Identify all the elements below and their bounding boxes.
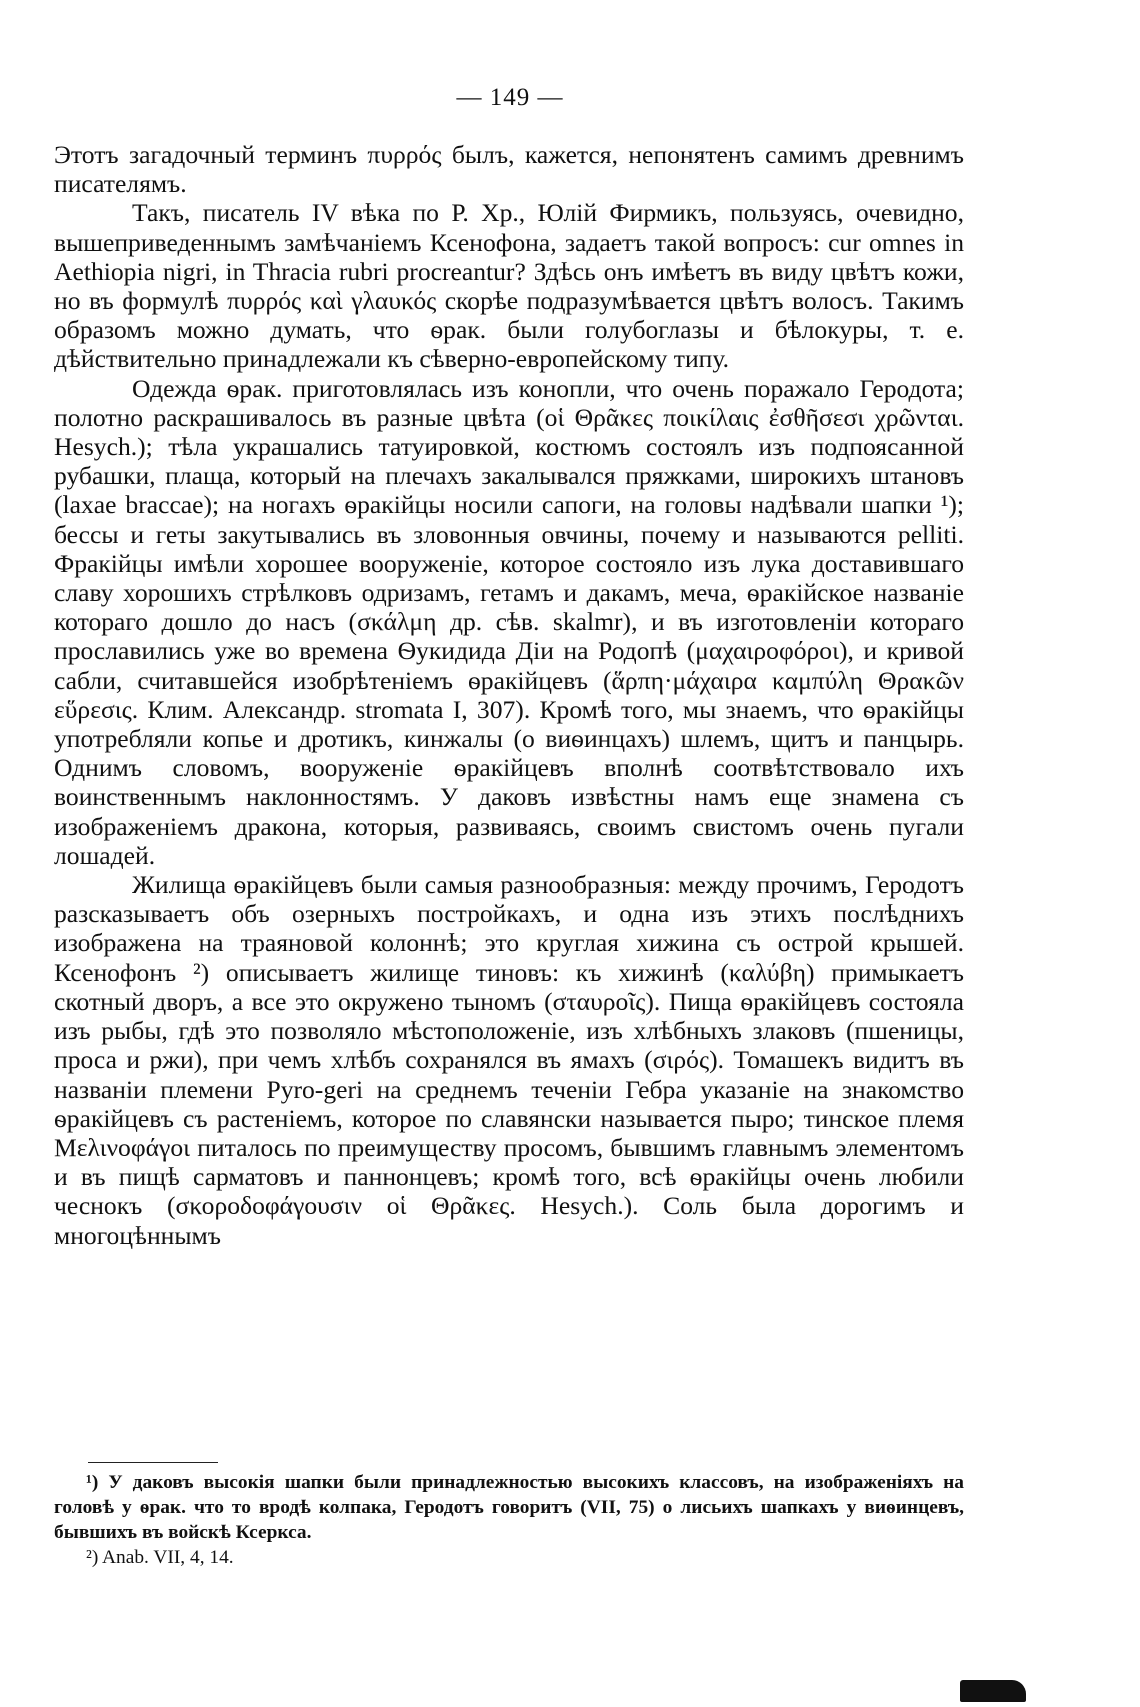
paragraph-3: Одежда ѳрак. приготовлялась изъ конопли, что очень поражало Геродота; полотно раскрашивалось въ разные цвѣта (οἱ Θρᾶκες ποικίλαις ἐσθῆσεσι χρῶνται. Hesych.); тѣла украшались татуировкой, костюмъ состоялъ изъ подпоясанной рубашки, плаща, который на плечахъ закалывался пряжками, широкихъ штановъ (laxae braccae); на ногахъ ѳракійцы носили сапоги, на головы надѣвали шапки ¹); бессы и геты закутывались въ зловонныя овчины, почему и называются pelliti. Фракійцы имѣли хорошее вооруженіе, которое состояло изъ лука доставившаго славу хорошихъ стрѣлковъ одризамъ, гетамъ и дакамъ, меча, ѳракійское названіе котораго дошло до насъ (σκάλμη др. сѣв. skalmr), и въ изготовленіи котораго прославились уже во времена Ѳукидида Діи на Родопѣ (μαχαιροφόροι), и кривой сабли, считавшейся изобрѣтеніемъ ѳракійцевъ (ἅρπη·μάχαιρα καμπύλη Θρακῶν εὕρεσις. Клим. Александр. stromata I, 307). Кромѣ того, мы знаемъ, что ѳракійцы употребляли копье и дротикъ, кинжалы (о виѳинцахъ) шлемъ, щитъ и панцырь. Однимъ словомъ, вооруженіе ѳракійцевъ вполнѣ соотвѣтствовало ихъ воинственнымъ наклонностямъ. У даковъ извѣстны намъ еще знамена съ изображеніемъ дракона, которыя, развиваясь, своимъ свистомъ очень пугали лошадей. <box>54 373 964 870</box>
footnote-1: ¹) У даковъ высокія шапки были принадлежностью высокихъ классовъ, на изображеніяхъ на головѣ у ѳрак. что то вродѣ колпака, Геродотъ говоритъ (VII, 75) о лисьихъ шапкахъ у виѳинцевъ, бывшихъ въ войскѣ Ксеркса. <box>54 1472 964 1543</box>
footnote-divider <box>88 1462 218 1463</box>
scan-mark <box>960 1680 1026 1702</box>
footnote-2: ²) Anab. VII, 4, 14. <box>86 1547 234 1568</box>
page-number: — 149 — <box>456 84 564 111</box>
footnotes <box>54 1470 964 1570</box>
paragraph-4: Жилища ѳракійцевъ были самыя разнообразныя: между прочимъ, Геродотъ разсказываетъ объ озерныхъ постройкахъ, и одна изъ этихъ послѣднихъ изображена на траяновой колоннѣ; это круглая хижина съ острой крышей. Ксенофонъ ²) описываетъ жилище тиновъ: къ хижинѣ (καλύβη) примыкаетъ скотный дворъ, а все это окружено тыномъ (σταυροῖς). Пища ѳракійцевъ состояла изъ рыбы, гдѣ это позволяло мѣстоположеніе, изъ хлѣбныхъ злаковъ (пшеницы, проса и ржи), при чемъ хлѣбъ сохранялся въ ямахъ (σιρός). Томашекъ видитъ въ названіи племени Pyro-geri на среднемъ теченіи Гебра указаніе на знакомство ѳракійцевъ съ растеніемъ, которое по славянски называется пыро; тинское племя Μελινοφάγοι питалось по преимуществу просомъ, бывшимъ главнымъ элементомъ и въ пищѣ сарматовъ и паннонцевъ; кромѣ того, всѣ ѳракійцы очень любили чеснокъ (σκοροδοφάγουσιν οἱ Θρᾶκες. Hesych.). Соль была дорогимъ и многоцѣннымъ <box>54 870 964 1250</box>
main-text <box>54 140 964 1250</box>
paragraph-1: Этотъ загадочный терминъ πυρρός былъ, кажется, непонятенъ самимъ древнимъ писателямъ. <box>54 140 964 199</box>
paragraph-2: Такъ, писатель IV вѣка по Р. Хр., Юлій Фирмикъ, пользуясь, очевидно, вышеприведеннымъ замѣчаніемъ Ксенофона, задаетъ такой вопросъ: cur omnes in Aethiopia nigri, in Thracia rubri procreantur? Здѣсь онъ имѣетъ въ виду цвѣтъ кожи, но въ формулѣ πυρρός καὶ γλαυκός скорѣе подразумѣвается цвѣтъ волосъ. Такимъ образомъ можно думать, что ѳрак. были голубоглазы и бѣлокуры, т. е. дѣйствительно принадлежали къ сѣверно-европейскому типу. <box>54 198 964 374</box>
